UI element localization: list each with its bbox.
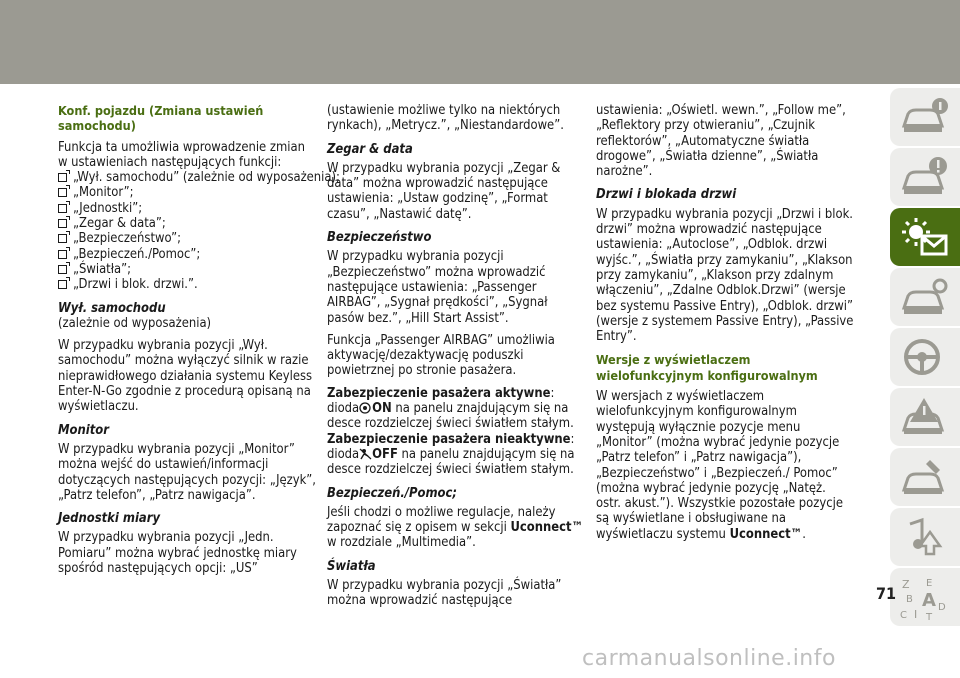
steering-wheel-icon [900,336,948,378]
body-text: W przypadku wybrania pozycji „Wył. samochodu” można wyłączyć silnik w razie nieprawidłowego działania systemu Keyless Enter-N-Go zgodnie z procedurą opisaną na wyświetlaczu. [58,338,313,415]
tab-maintenance[interactable] [890,448,960,506]
car-key-icon [900,276,948,318]
svg-text:I: I [914,608,918,621]
subsection-title: Wył. samochodu [58,300,166,316]
airbag-off-icon [359,448,372,460]
list-item: „Światła”; [58,262,316,277]
chapter-sidebar [880,84,960,624]
subsection-title: Jednostki miary [58,511,161,527]
svg-text:B: B [906,594,913,605]
list-item: „Wył. samochodu” (zależnie od wyposażenia); [58,170,316,185]
car-info-icon [900,96,948,138]
watermark: carmanualsonline.info [582,646,836,671]
tab-warning[interactable] [890,388,960,446]
top-banner [0,0,960,84]
square-bullet-icon [58,173,67,182]
body-text: W przypadku wybrania pozycji „Drzwi i blok. drzwi” można wprowadzić następujące ustawienia: „Autoclose”, „Odblok. drzwi wyjśc.”, „Światła przy zamykaniu”, „Klakson przy zamykaniu”, „Klakson przy zdalnym włączeniu”, „Zdalne Odblok.Drzwi” (wersje bez systemu Passive Entry), „Odblok. drzwi” (wersje z systemem Passive Entry), „Passive Entry”. [596,206,854,345]
list-item: „Jednostki”; [58,201,316,216]
square-bullet-icon [58,234,67,243]
tab-multimedia[interactable] [890,508,960,566]
section-heading: Wersje z wyświetlaczem wielofunkcyjnym konfigurowalnym [596,352,818,383]
square-bullet-icon [58,250,67,259]
svg-text:C: C [900,610,907,621]
body-text: W przypadku wybrania pozycji „Bezpieczeństwo” można wprowadzić następujące ustawienia: „Passenger AIRBAG”, „Sygnał prędkości”, „Sygnał pasów bez.”, „Hill Start Assist”. [327,249,548,326]
square-bullet-icon [58,280,67,289]
column-2 [327,103,585,616]
body-text: ustawienia: „Oświetl. wewn.”, „Follow me”, „Reflektory przy otwieraniu”, „Czujnik reflektorów”, „Automatyczne światła drogowe”, „Światła dzienne”, „Światła narożne”. [596,103,846,180]
body-text: W przypadku wybrania pozycji „Jedn. Pomiaru” można wybrać jednostkę miary spośród następujących opcji: „US” [58,530,297,577]
body-text: Jeśli chodzi o możliwe regulacje, należy zapoznać się z opisem w sekcji Uconnect™ w rozdziale „Multimedia”. [327,504,584,551]
square-bullet-icon [58,188,67,197]
tab-car-info[interactable] [890,88,960,146]
column-3 [596,103,854,549]
alphabet-index-icon [900,576,950,622]
svg-text:A: A [922,590,936,611]
subsection-title: Drzwi i blokada drzwi [596,187,737,203]
page-number: 71 [876,584,897,603]
square-bullet-icon [58,219,67,228]
wrench-car-icon [900,456,948,498]
tab-car-key[interactable] [890,268,960,326]
subsection-title: Bezpieczeństwo [327,230,432,246]
svg-text:Z: Z [902,578,910,591]
subsection-title: Zegar & data [327,141,413,157]
list-item: „Drzwi i blok. drzwi.”. [58,277,316,292]
section-heading: Konf. pojazdu (Zmiana ustawień samochodu) [58,103,264,134]
svg-text:E: E [926,578,933,589]
lights-message-icon [900,216,950,258]
svg-text:T: T [926,612,933,622]
svg-text:D: D [938,602,946,613]
subsection-title: Bezpieczeń./Pomoc; [327,485,458,501]
body-text: W przypadku wybrania pozycji „Światła” można wprowadzić następujące [327,578,562,609]
body-text: W przypadku wybrania pozycji „Zegar & data” można wprowadzić następujące ustawienia: „Ustaw godzinę”, „Format czasu”, „Nastawić datę”. [327,160,561,222]
warning-car-icon [900,396,948,438]
column-1 [58,103,340,583]
list-item: „Zegar & data”; [58,216,316,231]
airbag-on-icon [359,402,372,414]
airbag-status-text: Zabezpieczenie pasażera aktywne: dioda ON na panelu znajdującym się na desce rozdzielczej świeci światłem stałym. Zabezpieczenie pasażera nieaktywne: dioda OFF na panelu znajdującym się na desce rozdzielczej świeci światłem stałym. [327,385,575,478]
list-item: „Monitor”; [58,185,316,200]
square-bullet-icon [58,204,67,213]
subsection-title: Monitor [58,422,109,438]
tab-lights-messages[interactable] [890,208,960,266]
music-nav-icon [900,516,948,558]
list-item: „Bezpieczeń./Pomoc”; [58,247,316,262]
body-text: (ustawienie możliwe tylko na niektórych rynkach), „Metrycz.”, „Niestandardowe”. [327,103,564,134]
square-bullet-icon [58,265,67,274]
body-text: W wersjach z wyświetlaczem wielofunkcyjnym konfigurowalnym występują wyłącznie pozycje menu „Monitor” (można wybrać jedynie pozycje „Patrz telefon” i „Patrz nawigacja”), „Bezpieczeństwo” i „Bezpieczeń./ Pomoc” (można wybrać jedynie pozycję „Natęż. ostr. akust.”). Wszystkie pozostałe pozycje są wyświetlane i obsługiwane na wyświetlaczu systemu Uconnect™. [596,389,843,542]
list-item: „Bezpieczeństwo”; [58,231,316,246]
car-alert-icon [900,156,948,198]
intro-text: Funkcja ta umożliwia wprowadzenie zmian w ustawieniach następujących funkcji: „Wył. samochodu” (zależnie od wyposażenia); „Monitor”; „Jednostki”; „Zegar & data”; „Bezpieczeństwo”; „Bezpieczeń./Pomoc”; „Światła”; „Drzwi i blok. drzwi.”. [58,139,340,293]
subsection-title: Światła [327,558,376,574]
subsection-note: (zależnie od wyposażenia) [58,315,212,331]
body-text: Funkcja „Passenger AIRBAG” umożliwia aktywację/dezaktywację poduszki powietrznej po stronie pasażera. [327,332,555,379]
tab-alphabetical-index[interactable] [890,568,960,626]
body-text: W przypadku wybrania pozycji „Monitor” można wejść do ustawień/informacji dotyczących następujących pozycji: „Język”, „Patrz telefon”, „Patrz nawigacja”. [58,441,316,503]
tab-car-alert[interactable] [890,148,960,206]
tab-steering[interactable] [890,328,960,386]
